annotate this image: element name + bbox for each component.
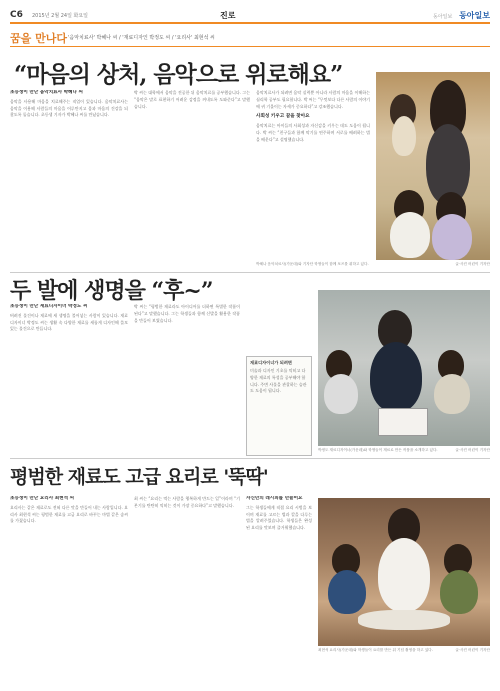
article1-body2: 박 씨는 대학에서 음악을 전공한 뒤 음악치료를 공부했습니다. 그는 “음악은 말로 표현하기 어려운 감정을 꺼내도록 도와준다”고 말했습니다.: [134, 90, 250, 109]
article3-body3: 그는 학생들에게 직접 요리 시범을 보이며 재료를 고르는 법과 칼을 다루는 법을 알려주었습니다. 학생들은 완성된 요리를 맛보며 즐거워했습니다.: [246, 504, 312, 531]
article3-col1: [10, 496, 128, 684]
shoe-artwork: [378, 408, 428, 436]
section-name: 진로: [220, 11, 236, 20]
article1-byline: 글·사진 어린이 기자단: [455, 262, 490, 266]
article2-box-body: 미술과 디자인 기초를 익히고 다양한 재료의 특성을 공부해야 합니다. 주변 사물을 관찰하는 습관도 도움이 됩니다.: [250, 368, 307, 394]
article1-lead: 초등생이 만난 음악치료사 박혜나 씨: [10, 90, 83, 95]
article2-box-title: 재료디자이너가 되려면: [250, 360, 292, 365]
article2-col2: [134, 304, 240, 454]
article2-sidebar-box: [246, 356, 312, 456]
person-figure: [434, 374, 470, 414]
article3-photo: [318, 498, 490, 646]
issue-date: 2015년 2월 24일 화요일: [32, 13, 89, 19]
series-subtitle: '음악치료사' 박혜나 씨 / '재료디자인 박정도 씨 / '요리사' 최현석 씨: [68, 35, 215, 41]
article1-caption-text: 박혜나 음악치료사(가운데)와 기자단 학생들이 함께 포즈를 취하고 있다.: [256, 262, 369, 266]
person-figure: [370, 342, 422, 412]
article3-headline: 평범한 재료도 고급 요리로 '뚝딱': [10, 466, 268, 488]
person-figure: [324, 374, 358, 414]
article3-caption-text: 최현석 요리사(가운데)와 학생들이 요리를 만든 뒤 기념 촬영을 하고 있다.: [318, 648, 433, 652]
article1-body1: 음악을 사용해 마음을 치료해주는 직업이 있습니다. 음악치료사는 음악을 이용해 사람들의 마음을 어루만지고 몸과 마음의 건강을 되찾도록 돕습니다. 초등생 기자가 박혜나 씨를 만났습니다.: [10, 98, 128, 118]
article1-body4: 음악치료는 아이들의 사회성과 자신감을 키우는 데도 도움이 됩니다. 박 씨는 “친구들과 함께 악기를 연주하며 서로를 배려하는 법을 배운다”고 설명했습니다.: [256, 123, 370, 142]
person-figure: [392, 116, 416, 156]
newspaper-logo: [433, 10, 490, 21]
article3-byline: 글·사진 어린이 기자단: [455, 648, 490, 652]
article2-lead: 초등생이 만난 재료디자이너 박정도 씨: [10, 304, 88, 309]
series-title: 꿈을 만나다: [10, 32, 67, 45]
article3-body1: 요리사는 같은 재료로도 전혀 다른 맛을 만들어 내는 사람입니다. 요리사 최현석 씨는 평범한 재료를 고급 요리로 바꾸는 마법 같은 솜씨를 가졌습니다.: [10, 504, 128, 524]
article2-caption-text: 박정도 재료디자이너(가운데)와 학생들이 재료로 만든 작품을 소개하고 있다.: [318, 448, 438, 452]
person-figure: [328, 570, 366, 614]
article1-photo: [376, 72, 490, 260]
article1-col3: [256, 90, 370, 266]
article1-headline: “마음의 상처, 음악으로 위로해요”: [14, 61, 343, 88]
article1-body3: 음악치료사가 되려면 음악 실력뿐 아니라 사람의 마음을 이해하는 심리학 공부도 필요합니다. 박 씨는 “무엇보다 다른 사람의 이야기에 귀 기울이는 자세가 중요하다”고 강조했습니다.: [256, 90, 370, 109]
person-figure: [378, 538, 430, 612]
person-figure: [440, 570, 478, 614]
article2-body1: 버려진 물건이나 재료에 새 생명을 불어넣는 사람이 있습니다. 재료디자이너 박정도 씨는 생활 속 다양한 재료를 새롭게 디자인해 쓸모 있는 물건으로 만듭니다.: [10, 312, 128, 332]
logo-small-text: 동아일보: [432, 14, 453, 20]
article2-headline: 두 발에 생명을 “후~”: [10, 278, 213, 304]
article2-col1: [10, 304, 128, 454]
article2-body2: 박 씨는 “평범한 재료라도 아이디어를 더하면 특별한 작품이 된다”고 말했습니다. 그는 학생들과 함께 신발을 활용한 작품을 만들어 보였습니다.: [134, 304, 240, 323]
divider: [10, 46, 490, 47]
article1-col2: [134, 90, 250, 266]
article3-col2: [134, 496, 240, 684]
article3-subheading: 자신만의 레시피를 만들어요: [246, 496, 303, 501]
article3-col3: [246, 496, 312, 684]
section-rule: [10, 458, 490, 459]
page-number: C6: [10, 10, 23, 20]
section-rule: [10, 272, 490, 273]
article1-caption: [256, 262, 490, 267]
article1-col1: [10, 90, 128, 266]
article2-byline: 글·사진 어린이 기자단: [455, 448, 490, 452]
article2-photo: [318, 290, 490, 446]
article1-subheading: 사회성 키우고 꿈을 찾아요: [256, 114, 310, 120]
article3-caption: [318, 648, 490, 653]
article3-body2: 최 씨는 “요리는 먹는 사람을 행복하게 만드는 일”이라며 “기본기를 탄탄히 익히는 것이 가장 중요하다”고 말했습니다.: [134, 496, 240, 508]
person-figure: [390, 212, 430, 258]
person-figure: [432, 214, 472, 260]
article2-caption: [318, 448, 490, 453]
page-header: [10, 10, 490, 24]
logo-text: 동아일보: [459, 11, 490, 20]
article3-lead: 초등생이 만난 요리사 최현석 씨: [10, 496, 75, 501]
dish-plate: [358, 610, 450, 630]
